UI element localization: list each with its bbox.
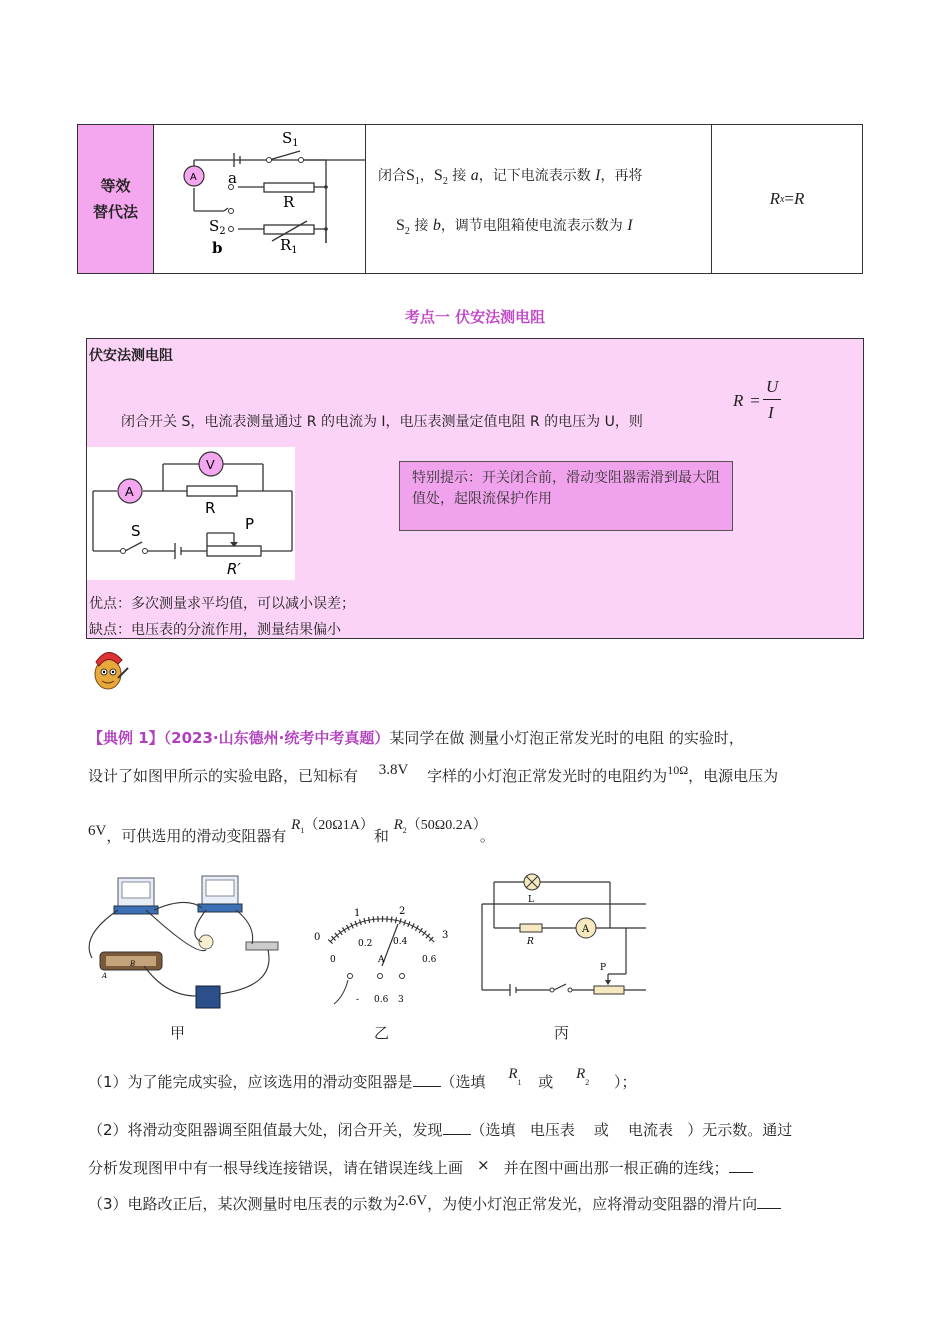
method-label-2: 替代法 [92, 203, 138, 221]
voltammeter-method-box: 伏安法测电阻 闭合开关 S，电流表测量通过 R 的电流为 I，电压表测量定值电阻 R 的电压为 U，则 R = U I A V R S P R′ 特别提示：开关闭合前，滑动变阻器需滑到最大阻值处，起限流保护作用 优点：多次测量求平均值，可以减小误差； 缺点：电压表的分流作用，测量结果偏小 [86, 338, 864, 639]
figure-bing-schematic [482, 882, 646, 996]
advantage-text: 优点：多次测量求平均值，可以减小误差； [89, 596, 355, 612]
meter-small-tick-3: 0.6 [422, 955, 437, 965]
r-label: R [205, 499, 216, 517]
procedure-cell [366, 125, 712, 273]
question-2-line-1: （2）将滑动变阻器调至阻值最大处，闭合开关，发现 （选填 电压表 或 电流表 ）无示数。通过 [88, 1121, 793, 1139]
resistor-label: R [527, 937, 534, 947]
figure-yi-meter [314, 906, 448, 1005]
answer-blank-3[interactable] [729, 1158, 753, 1173]
answer-blank-2[interactable] [443, 1120, 471, 1135]
meter-terminal-minus: - [356, 995, 360, 1005]
box-description: 闭合开关 S，电流表测量通过 R 的电流为 I，电压表测量定值电阻 R 的电压为 U，则 [121, 414, 643, 430]
disadvantage-text: 缺点：电压表的分流作用，测量结果偏小 [89, 622, 341, 638]
meter-tick-0: 0 [314, 932, 321, 943]
terminal-a-label: A [102, 972, 108, 980]
caption-bing: 丙 [554, 1024, 570, 1042]
caption-jia: 甲 [170, 1024, 186, 1042]
voltmeter-label: V [206, 457, 215, 472]
meter-small-tick-1: 0.2 [358, 939, 373, 949]
figure-jia-apparatus [89, 876, 278, 1008]
meter-tick-1: 1 [354, 908, 361, 919]
meter-unit: A [378, 955, 385, 965]
lamp-label: L [528, 895, 534, 905]
question-3: （3）电路改正后，某次测量时电压表的示数为2.6V，为使小灯泡正常发光，应将滑动变阻器的滑片向 [88, 1194, 781, 1215]
method-table [77, 124, 863, 274]
mascot-icon [88, 642, 130, 694]
question-1: （1）为了能完成实验，应该选用的滑动变阻器是 （选填 $R_1$ 或 $R_2$ ）； [88, 1066, 637, 1091]
s-label: S [131, 522, 141, 540]
substitution-circuit-diagram [154, 125, 366, 273]
meter-tick-3: 3 [442, 930, 449, 941]
substitution-circuit-cell [154, 125, 366, 273]
voltammeter-circuit [87, 447, 295, 580]
method-label-1: 等效 [100, 177, 131, 195]
ammeter-label: A [125, 484, 134, 499]
terminal-b-label: B [130, 960, 136, 968]
s1-label: $S_1$ [282, 129, 299, 149]
answer-blank-4[interactable] [757, 1194, 781, 1209]
experiment-figures [86, 866, 646, 1016]
s2-label: $S_2$ [209, 217, 226, 237]
meter-small-tick-2: 0.4 [393, 937, 408, 947]
example-line-2: 设计了如图甲所示的实验电路，已知标有 3.8V 字样的小灯泡正常发光时的电阻约为$^{10\Omega}$，电源电压为 [88, 762, 779, 785]
ammeter-label: A [190, 172, 197, 183]
result-formula: R x = R [769, 189, 805, 208]
question-2-line-2: 分析发现图甲中有一根导线连接错误，请在错误连线上画 × 并在图中画出那一根正确的连线； [88, 1158, 753, 1178]
section-title: 考点一 伏安法测电阻 [404, 308, 546, 326]
meter-tick-2: 2 [399, 906, 406, 917]
ammeter-label: A [582, 924, 590, 935]
example-line-1: 【典例 1】（2023·山东德州·统考中考真题）某同学在做 测量小灯泡正常发光时的电阻 的实验时， [88, 729, 744, 747]
answer-blank-1[interactable] [413, 1072, 441, 1087]
r-label: R [283, 193, 295, 211]
example-line-3: 6V，可供选用的滑动变阻器有 $R_1(20\Omega 1A)$和 $R_2(50\Omega 0.2A)$。 [88, 817, 495, 845]
voltammeter-circuit-diagram [87, 447, 295, 580]
rprime-label: R′ [227, 560, 241, 578]
b-label: b [212, 239, 223, 257]
slider-p-label: P [600, 963, 607, 973]
a-label: a [228, 169, 237, 187]
meter-terminal-3: 3 [398, 995, 404, 1005]
box-title: 伏安法测电阻 [89, 348, 173, 364]
method-cell [78, 125, 154, 273]
p-label: P [245, 515, 255, 533]
procedure-line-1: 闭合$S_1$，$S_2$ 接 a，记下电流表示数 I，再将 [378, 167, 643, 187]
procedure-line-2: $S_2$ 接 b，调节电阻箱使电流表示数为 I [396, 217, 633, 237]
meter-small-tick-0: 0 [330, 955, 336, 965]
tip-box: 特别提示：开关闭合前，滑动变阻器需滑到最大阻值处，起限流保护作用 [399, 461, 733, 531]
caption-yi: 乙 [374, 1024, 390, 1042]
r1-label: $R_1$ [280, 236, 298, 256]
meter-terminal-06: 0.6 [374, 995, 389, 1005]
